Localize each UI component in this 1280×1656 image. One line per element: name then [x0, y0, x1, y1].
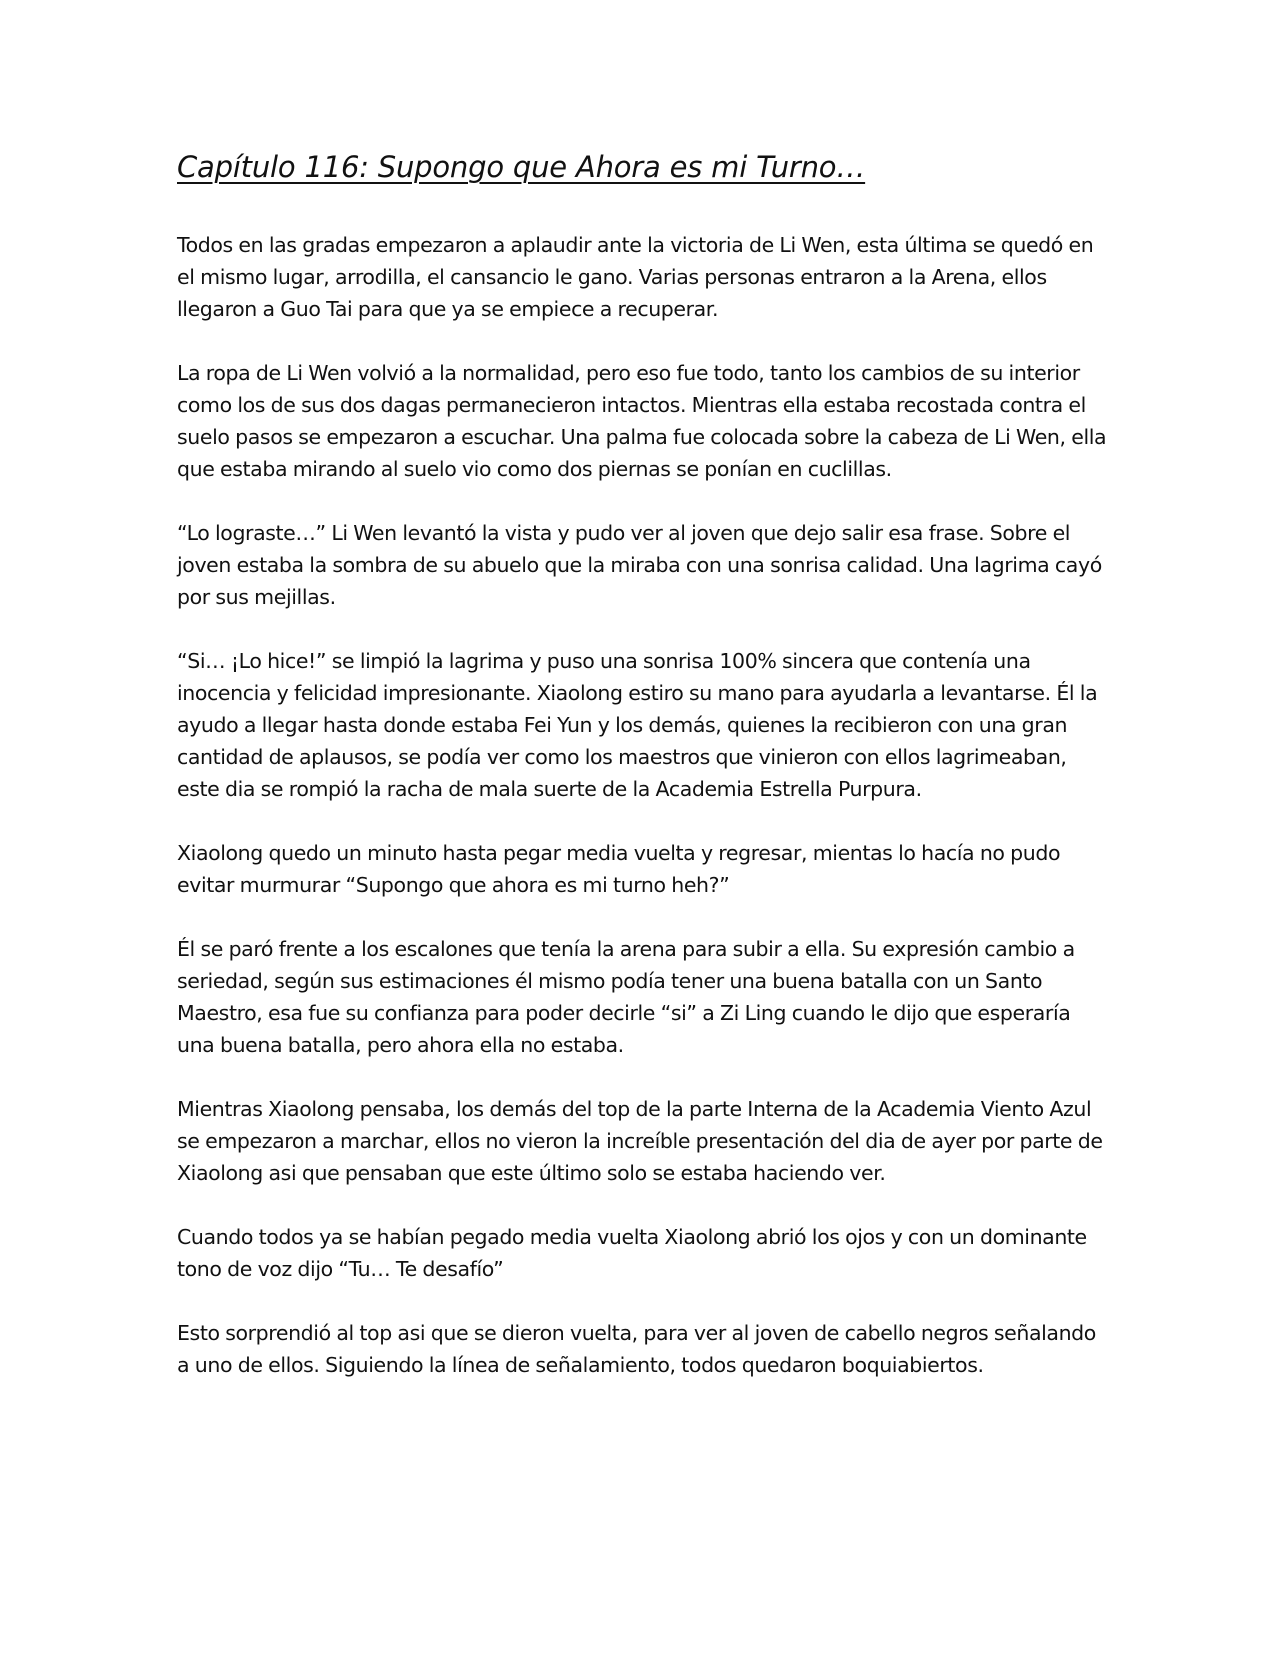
paragraph: “Si… ¡Lo hice!” se limpió la lagrima y puso una sonrisa 100% sincera que contenía una inocencia y felicidad impresionante. Xiaolong estiro su mano para ayudarla a levantarse. Él la ayudo a llegar hasta donde estaba Fei Yun y los demás, quienes la recibieron con una gran cantidad de aplausos, se podía ver como los maestros que vinieron con ellos lagrimeaban, este dia se rompió la racha de mala suerte de la Academia Estrella Purpura.: [177, 648, 1098, 801]
paragraph: Esto sorprendió al top asi que se dieron vuelta, para ver al joven de cabello negros señalando a uno de ellos. Siguiendo la línea de señalamiento, todos quedaron boquiabiertos.: [177, 1320, 1096, 1377]
paragraph: Todos en las gradas empezaron a aplaudir ante la victoria de Li Wen, esta última se quedó en el mismo lugar, arrodilla, el cansancio le gano. Varias personas entraron a la Arena, ellos llegaron a Guo Tai para que ya se empiece a recuperar.: [177, 232, 1094, 321]
paragraph: Xiaolong quedo un minuto hasta pegar media vuelta y regresar, mientas lo hacía no pudo evitar murmurar “Supongo que ahora es mi turno heh?”: [177, 840, 1061, 897]
paragraph: “Lo lograste…” Li Wen levantó la vista y pudo ver al joven que dejo salir esa frase. Sobre el joven estaba la sombra de su abuelo que la miraba con una sonrisa calidad. Una lagrima cayó por sus mejillas.: [177, 520, 1102, 609]
paragraph: Mientras Xiaolong pensaba, los demás del top de la parte Interna de la Academia Viento Azul se empezaron a marchar, ellos no vieron la increíble presentación del dia de ayer por parte de Xiaolong asi que pensaban que este último solo se estaba haciendo ver.: [177, 1096, 1103, 1185]
paragraph: Cuando todos ya se habían pegado media vuelta Xiaolong abrió los ojos y con un dominante tono de voz dijo “Tu… Te desafío”: [177, 1224, 1087, 1281]
paragraph: La ropa de Li Wen volvió a la normalidad, pero eso fue todo, tanto los cambios de su interior como los de sus dos dagas permanecieron intactos. Mientras ella estaba recostada contra el suelo pasos se empezaron a escuchar. Una palma fue colocada sobre la cabeza de Li Wen, ella que estaba mirando al suelo vio como dos piernas se ponían en cuclillas.: [177, 360, 1107, 481]
paragraph: Él se paró frente a los escalones que tenía la arena para subir a ella. Su expresión cambio a seriedad, según sus estimaciones él mismo podía tener una buena batalla con un Santo Maestro, esa fue su confianza para poder decirle “si” a Zi Ling cuando le dijo que esperaría una buena batalla, pero ahora ella no estaba.: [177, 936, 1075, 1057]
chapter-title: Capítulo 116: Supongo que Ahora es mi Turno…: [177, 150, 866, 184]
document-body: [177, 150, 1107, 1413]
